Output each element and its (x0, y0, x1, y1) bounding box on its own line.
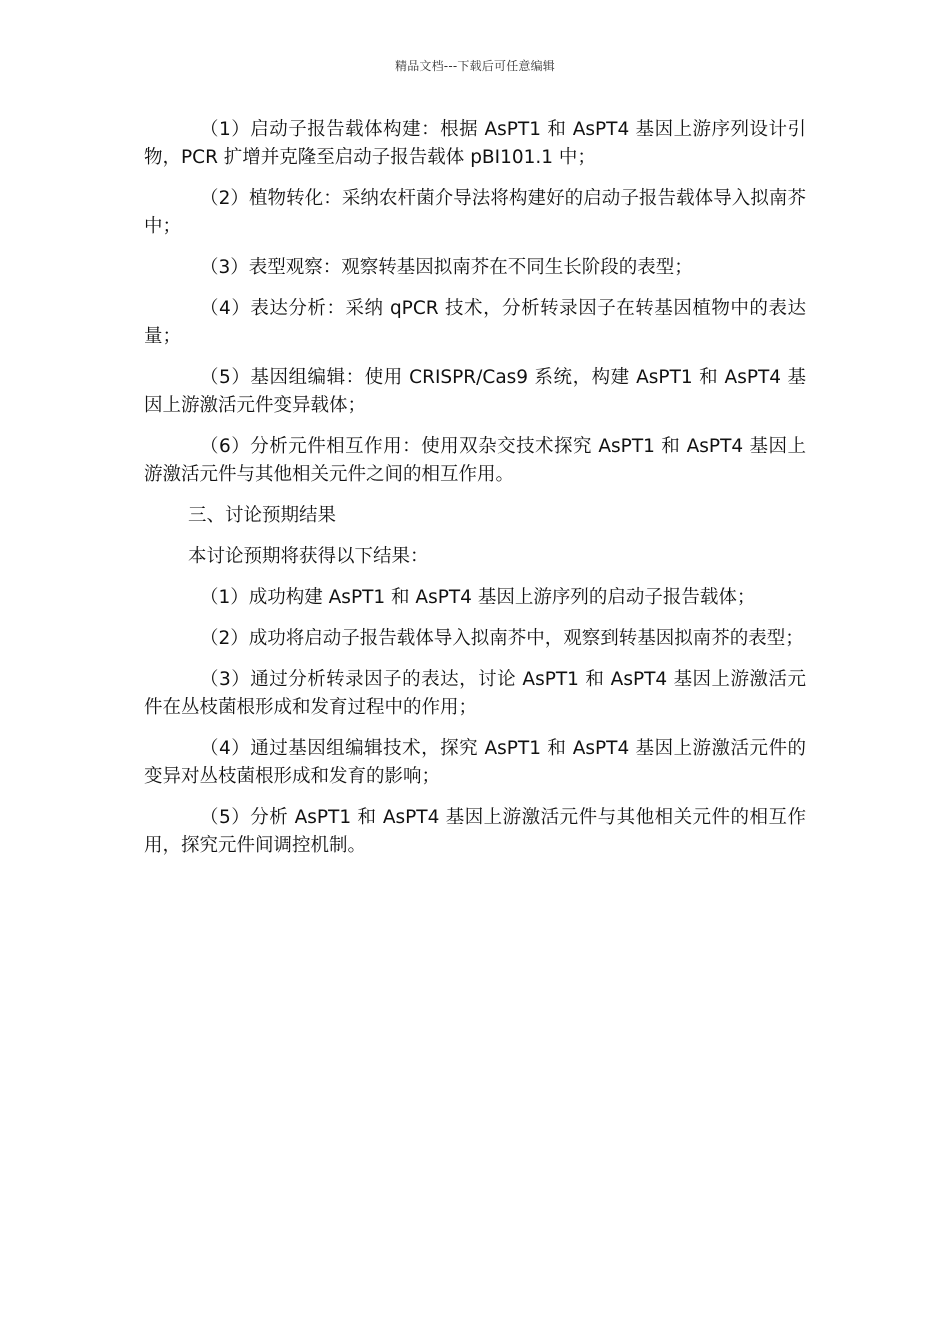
method-step-2: （2）植物转化：采纳农杆菌介导法将构建好的启动子报告载体导入拟南芥中； (144, 188, 806, 237)
section-heading: 三、讨论预期结果 (188, 505, 337, 526)
result-item-4: （4）通过基因组编辑技术，探究 AsPT1 和 AsPT4 基因上游激活元件的变异对丛枝菌根形成和发育的影响； (144, 738, 806, 787)
method-step-6: （6）分析元件相互作用：使用双杂交技术探究 AsPT1 和 AsPT4 基因上游激活元件与其他相关元件之间的相互作用。 (144, 436, 806, 485)
section-intro: 本讨论预期将获得以下结果： (188, 546, 429, 567)
document-body (144, 116, 806, 873)
method-step-5: （5）基因组编辑：使用 CRISPR/Cas9 系统，构建 AsPT1 和 AsPT4 基因上游激活元件变异载体； (144, 367, 806, 416)
result-item-1: （1）成功构建 AsPT1 和 AsPT4 基因上游序列的启动子报告载体； (200, 587, 756, 608)
method-step-3: （3）表型观察：观察转基因拟南芥在不同生长阶段的表型； (200, 257, 693, 278)
method-step-4: （4）表达分析：采纳 qPCR 技术，分析转录因子在转基因植物中的表达量； (144, 298, 806, 347)
result-item-3: （3）通过分析转录因子的表达，讨论 AsPT1 和 AsPT4 基因上游激活元件在丛枝菌根形成和发育过程中的作用； (144, 669, 806, 718)
page-header: 精品文档---下载后可任意编辑 (395, 59, 555, 73)
result-item-5: （5）分析 AsPT1 和 AsPT4 基因上游激活元件与其他相关元件的相互作用，探究元件间调控机制。 (144, 807, 806, 856)
result-item-2: （2）成功将启动子报告载体导入拟南芥中，观察到转基因拟南芥的表型； (200, 628, 804, 649)
method-step-1: （1）启动子报告载体构建：根据 AsPT1 和 AsPT4 基因上游序列设计引物，PCR 扩增并克隆至启动子报告载体 pBI101.1 中； (144, 119, 806, 168)
